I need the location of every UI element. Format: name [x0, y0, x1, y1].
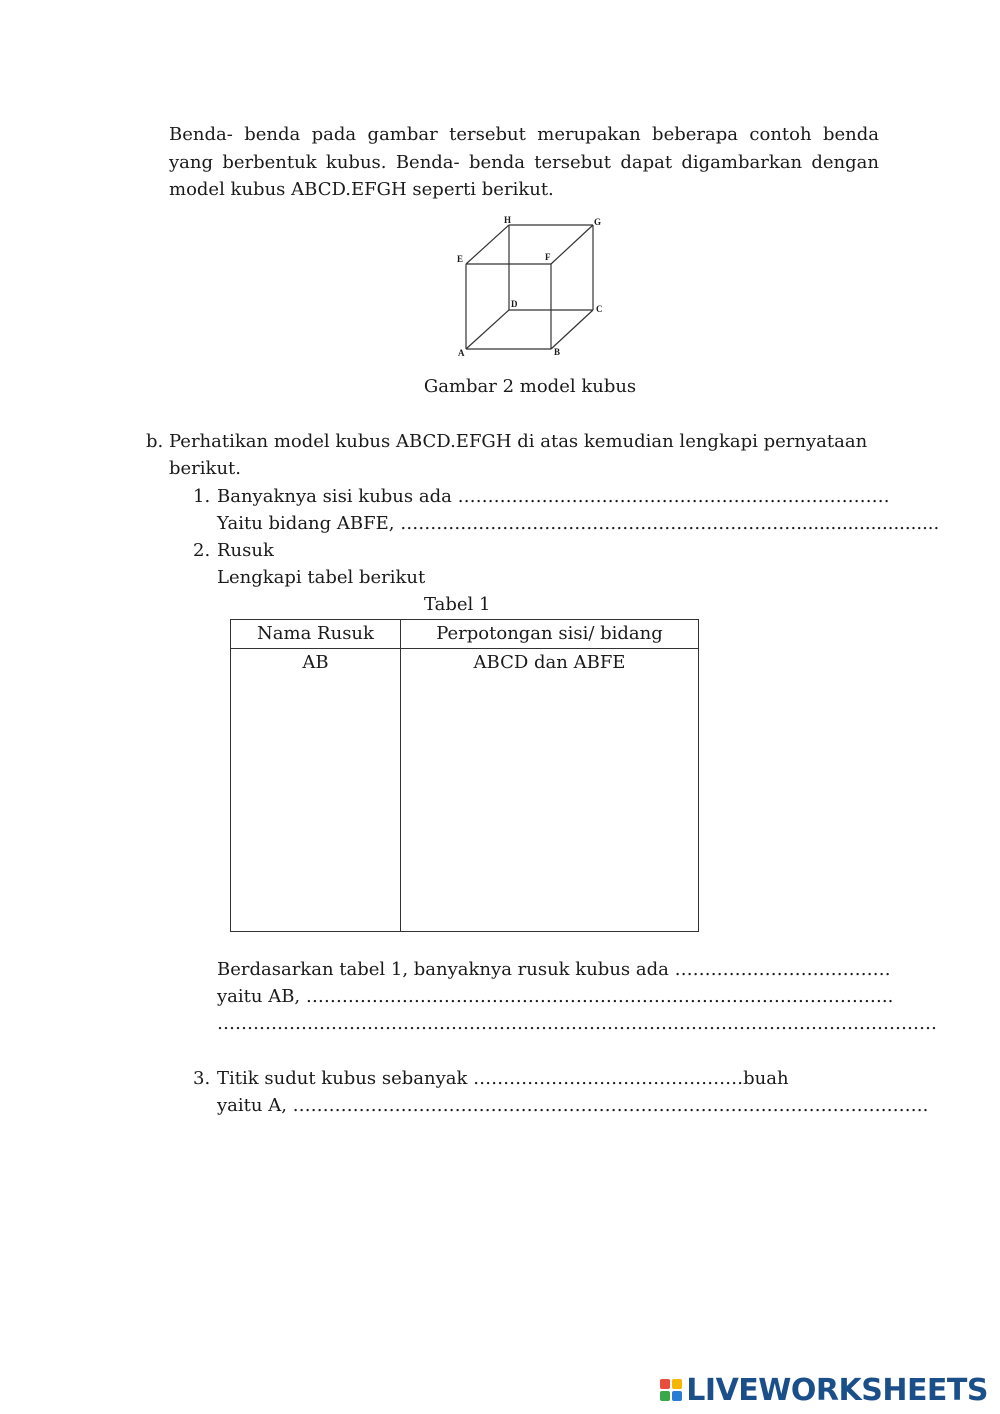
vertex-label-f: F	[545, 252, 551, 262]
vertex-label-h: H	[504, 215, 512, 225]
edges-list-line-cont: …………………………………………………………………………………………………………	[217, 1013, 937, 1034]
edge-fg	[551, 225, 593, 264]
cube-diagram	[450, 210, 615, 360]
vertex-label-a: A	[458, 348, 465, 358]
table-row	[231, 649, 699, 932]
table-header-row	[231, 620, 699, 649]
table-cell-faces[interactable]: ABCD dan ABFE	[401, 649, 699, 932]
table-header-edge-name: Nama Rusuk	[231, 620, 401, 649]
edges-list-line: yaitu AB, ……………………………………………………………………………………..	[217, 986, 894, 1007]
item-1-number: 1.	[193, 486, 211, 507]
logo-square-blue	[672, 1391, 682, 1401]
item-1-faces-count: Banyaknya sisi kubus ada ………………………………………………………………	[217, 486, 890, 507]
item-2-instruction: Lengkapi tabel berikut	[217, 567, 426, 588]
item-2-title: Rusuk	[217, 540, 274, 561]
item-3-vertex-list: yaitu A, …………………………………………………………………………………………….	[217, 1095, 929, 1116]
vertex-label-g: G	[594, 217, 602, 227]
brand-wordmark: LIVEWORKSHEETS	[686, 1372, 988, 1408]
edges-table	[230, 619, 699, 932]
section-b-instruction: Perhatikan model kubus ABCD.EFGH di atas kemudian lengkapi pernyataan	[169, 431, 868, 452]
intro-paragraph: Benda- benda pada gambar tersebut merupakan beberapa contoh benda yang berbentuk kubus. Benda- benda tersebut dapat digambarkan dengan model kubus ABCD.EFGH seperti berikut.	[169, 124, 879, 200]
item-3-vertex-count: Titik sudut kubus sebanyak ………………………………………buah	[217, 1068, 789, 1089]
edge-bc	[551, 310, 593, 349]
edge-eh	[466, 225, 509, 264]
figure-caption: Gambar 2 model kubus	[423, 376, 637, 397]
vertex-label-d: D	[511, 299, 518, 309]
item-1-faces-list: Yaitu bidang ABFE, ………………………………………………………….........................	[217, 513, 940, 534]
table-cell-edge[interactable]: AB	[231, 649, 401, 932]
section-b-marker: b.	[146, 431, 164, 452]
edges-count-line: Berdasarkan tabel 1, banyaknya rusuk kubus ada ………………………………	[217, 959, 891, 980]
edge-ad	[466, 310, 509, 349]
section-b-instruction-cont: berikut.	[169, 458, 241, 479]
table-title: Tabel 1	[424, 594, 491, 615]
logo-square-red	[660, 1379, 670, 1389]
table-header-intersection: Perpotongan sisi/ bidang	[401, 620, 699, 649]
liveworksheets-logo	[660, 1372, 988, 1408]
logo-square-green	[660, 1391, 670, 1401]
logo-square-yellow	[672, 1379, 682, 1389]
vertex-label-e: E	[457, 254, 464, 264]
item-2-number: 2.	[193, 540, 211, 561]
vertex-label-c: C	[596, 304, 603, 314]
vertex-label-b: B	[554, 347, 561, 357]
logo-grid-icon	[660, 1379, 682, 1401]
item-3-number: 3.	[193, 1068, 211, 1089]
